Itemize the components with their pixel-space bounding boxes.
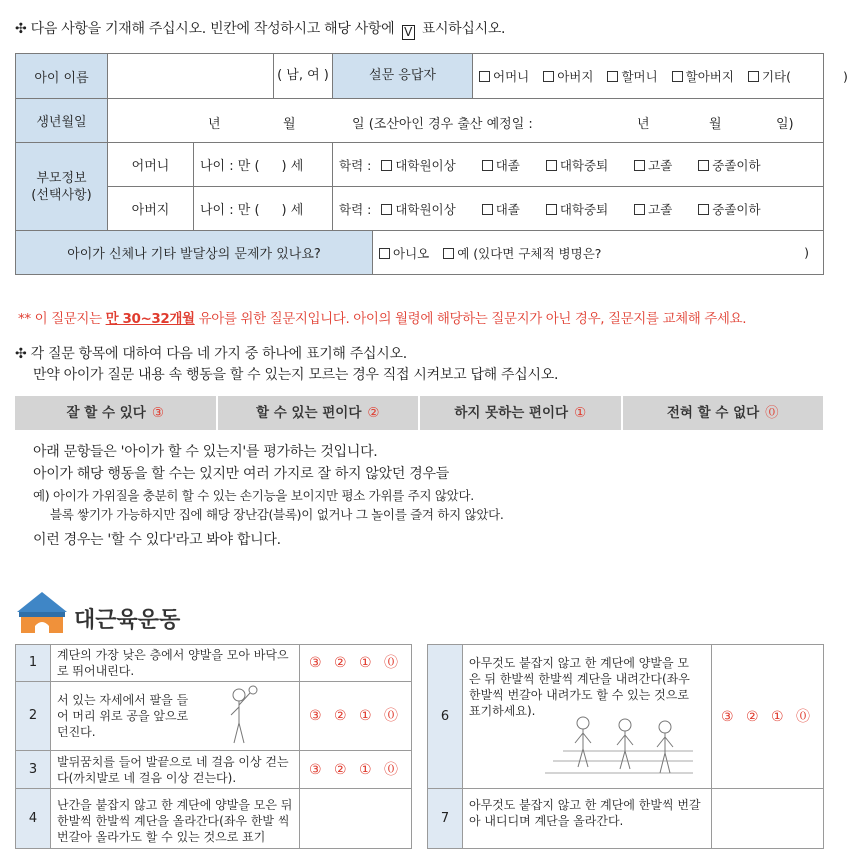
- father-edu-highschool-checkbox[interactable]: 고졸: [634, 202, 672, 217]
- mother-label: 어머니: [108, 143, 194, 187]
- mother-edu-middle-checkbox[interactable]: 중졸이하: [698, 158, 760, 173]
- explanation-examples: 예) 아이가 가위질을 충분히 할 수 있는 손기능을 보이지만 평소 가위를 주지 않았다. 블록 쌓기가 가능하지만 집에 해당 장난감(블록)이 없거나 그 놀이를 즐겨 하지 않았다.: [33, 488, 504, 522]
- mother-edu-highschool-checkbox[interactable]: 고졸: [634, 158, 672, 173]
- answer-scale[interactable]: [300, 789, 412, 849]
- parent-info-label: 부모정보 (선택사항): [16, 143, 108, 231]
- age-notice: ** 이 질문지는 만 30~32개월 유아를 위한 질문지입니다. 아이의 월령에 해당하는 질문지가 아닌 경우, 질문지를 교체해 주세요.: [18, 311, 747, 327]
- bullet-icon: ✣: [15, 21, 27, 37]
- scale-item-2: 할 수 있는 편이다 ②: [218, 396, 421, 430]
- gender-select[interactable]: ( 남, 여 ): [277, 68, 329, 83]
- question-row: 1 계단의 가장 낮은 층에서 양발을 모아 바닥으로 뛰어내린다. ③ ② ① ⓪: [16, 645, 412, 682]
- scale-item-1: 하지 못하는 편이다 ①: [420, 396, 623, 430]
- birth-label: 생년월일: [16, 99, 108, 143]
- info-table: [15, 53, 848, 275]
- answer-scale[interactable]: ③ ② ① ⓪: [300, 645, 412, 682]
- score-scale: [15, 396, 823, 430]
- child-name-input[interactable]: [108, 54, 274, 98]
- instruction-scale: ✣ 각 질문 항목에 대하여 다음 네 가지 중 하나에 표기해 주십시오. 만약 아이가 질문 내용 속 행동을 할 수 있는지 모르는 경우 직접 시켜보고 답해 주십시오.: [15, 346, 559, 383]
- dev-question-answer: 아니오 예 (있다면 구체적 병명은? ): [373, 231, 824, 275]
- father-edu-dropout-checkbox[interactable]: 대학중퇴: [546, 202, 608, 217]
- scale-item-0: 전혀 할 수 없다 ⓪: [666, 405, 779, 421]
- respondent-other-checkbox[interactable]: 기타( ): [748, 69, 848, 84]
- mother-education: 학력 : 대학원이상 대졸 대학중퇴 고졸 중졸이하: [333, 143, 824, 187]
- father-label: 아버지: [108, 187, 194, 231]
- dev-question-label: 아이가 신체나 기타 발달상의 문제가 있나요?: [16, 231, 373, 275]
- respondent-options: [473, 54, 848, 99]
- answer-scale[interactable]: ③ ② ① ⓪: [712, 645, 824, 789]
- bullet-icon: ✣: [15, 346, 27, 362]
- checkmark-box-icon: V: [402, 25, 415, 40]
- explanation: 아래 문항들은 '아이가 할 수 있는지'를 평가하는 것입니다. 아이가 해당 행동을 할 수는 있지만 여러 가지로 잘 하지 않았던 경우들: [33, 444, 449, 482]
- respondent-mother-checkbox[interactable]: 어머니: [479, 69, 529, 84]
- dev-no-checkbox[interactable]: 아니오: [379, 246, 429, 261]
- birth-input-row[interactable]: 년 월 일 (조산아인 경우 출산 예정일 : 년 월 일): [108, 99, 824, 143]
- child-name-label: 아이 이름: [16, 54, 108, 99]
- question-row: 7 아무것도 붙잡지 않고 한 계단에 한발씩 번갈아 내디디며 계단을 올라간다.: [428, 789, 824, 849]
- mother-age-input[interactable]: 나이 : 만 ( ) 세: [194, 143, 333, 187]
- mother-edu-dropout-checkbox[interactable]: 대학중퇴: [546, 158, 608, 173]
- mother-edu-grad-checkbox[interactable]: 대학원이상: [381, 158, 455, 173]
- answer-scale[interactable]: ③ ② ① ⓪: [300, 751, 412, 789]
- father-edu-middle-checkbox[interactable]: 중졸이하: [698, 202, 760, 217]
- question-row: 4 난간을 붙잡지 않고 한 계단에 양발을 모은 뒤 한발씩 한발씩 계단을 올라간다(좌우 한발 씩 번갈아 올라가도 할 수 있는 것으로 표기: [16, 789, 412, 849]
- section-title: 대근육운동: [74, 608, 181, 633]
- father-edu-grad-checkbox[interactable]: 대학원이상: [381, 202, 455, 217]
- questions-right: [427, 644, 824, 849]
- answer-scale[interactable]: [712, 789, 824, 849]
- mother-edu-college-checkbox[interactable]: 대졸: [482, 158, 520, 173]
- child-stairs-illustration: [543, 711, 703, 781]
- dev-yes-checkbox[interactable]: 예 (있다면 구체적 병명은?: [443, 246, 601, 261]
- father-education: 학력 : 대학원이상 대졸 대학중퇴 고졸 중졸이하: [333, 187, 824, 231]
- scale-item-3: 잘 할 수 있다 ③: [15, 396, 218, 430]
- respondent-label: 설문 응답자: [333, 54, 472, 98]
- question-row: 6 아무것도 붙잡지 않고 한 계단에 양발을 모은 뒤 한발씩 한발씩 계단을 내려간다(좌우 한발씩 번갈아 내려가도 할 수 있는 것으로 표기하세요). ③ ② ① ⓪: [428, 645, 824, 789]
- respondent-grandfather-checkbox[interactable]: 할아버지: [672, 69, 734, 84]
- respondent-father-checkbox[interactable]: 아버지: [543, 69, 593, 84]
- child-name-input-cell[interactable]: [108, 54, 333, 99]
- father-edu-college-checkbox[interactable]: 대졸: [482, 202, 520, 217]
- explanation-conclusion: 이런 경우는 '할 수 있다'라고 봐야 합니다.: [33, 532, 281, 548]
- child-throwing-ball-illustration: [219, 685, 269, 747]
- questions-left: [15, 644, 412, 849]
- father-age-input[interactable]: 나이 : 만 ( ) 세: [194, 187, 333, 231]
- question-row: 2 서 있는 자세에서 팔을 들어 머리 위로 공을 앞으로 던진다. ③ ② ① ⓪: [16, 682, 412, 751]
- question-row: 3 발뒤꿈치를 들어 발끝으로 네 걸음 이상 걷는다(까치발로 네 걸음 이상 걷는다). ③ ② ① ⓪: [16, 751, 412, 789]
- house-icon: [15, 590, 69, 636]
- respondent-grandmother-checkbox[interactable]: 할머니: [607, 69, 657, 84]
- answer-scale[interactable]: ③ ② ① ⓪: [300, 682, 412, 751]
- instruction-top: ✣ 다음 사항을 기재해 주십시오. 빈칸에 작성하시고 해당 사항에 V 표시하십시오.: [15, 21, 506, 39]
